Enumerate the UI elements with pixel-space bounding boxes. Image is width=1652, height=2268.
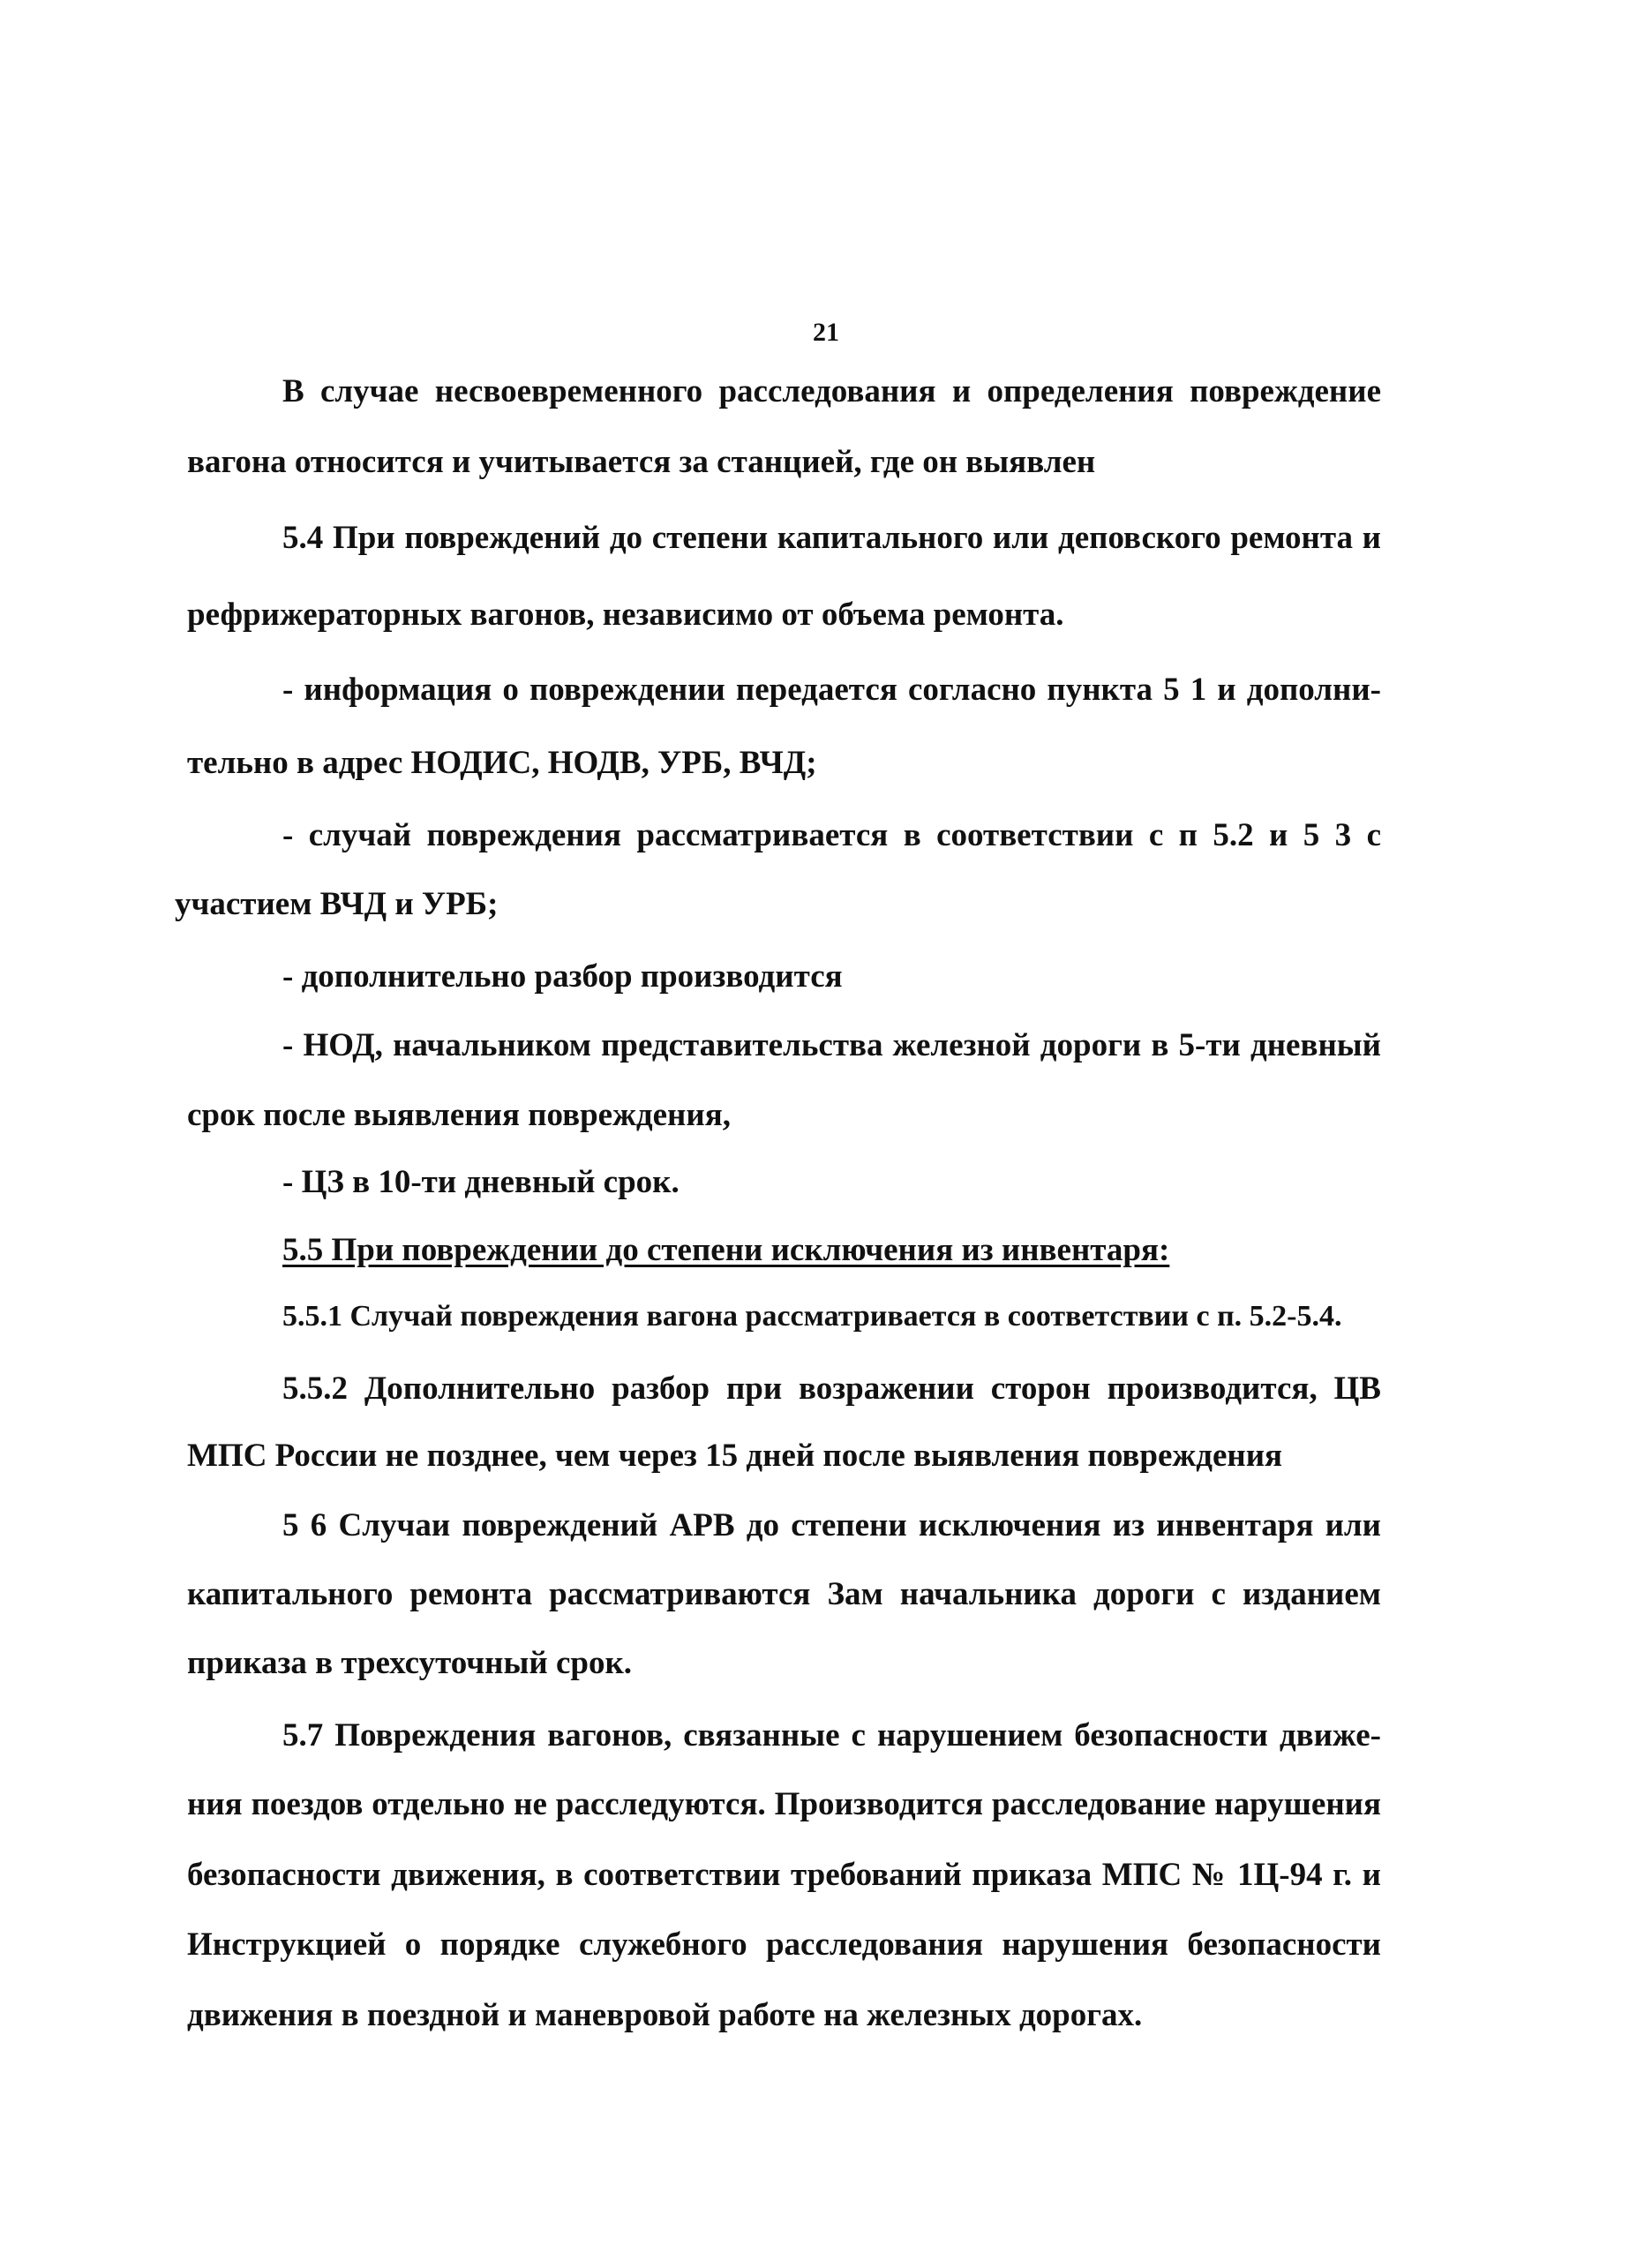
paragraph-line-24: движения в поездной и маневровой работе на железных дорогах. (187, 1997, 1143, 2033)
paragraph-line-14: 5.5.1 Случай повреждения вагона рассматривается в соответствии с п. 5.2-5.4. (282, 1300, 1342, 1333)
paragraph-line-17: 5 6 Случаи повреждений АРВ до степени исключения из инвентаря или (282, 1507, 1381, 1543)
paragraph-line-23: Инструкцией о порядке служебного расследования нарушения безопасности (187, 1926, 1381, 1963)
paragraph-line-10: - НОД, начальником представительства железной дороги в 5-ти дневный (282, 1027, 1381, 1063)
paragraph-line-11: срок после выявления повреждения, (187, 1097, 731, 1133)
paragraph-line-20: 5.7 Повреждения вагонов, связанные с нарушением безопасности движе- (282, 1717, 1381, 1754)
paragraph-line-9: - дополнительно разбор производится (282, 958, 843, 995)
paragraph-line-16: МПС России не позднее, чем через 15 дней после выявления повреждения (187, 1438, 1283, 1474)
paragraph-line-12: - ЦЗ в 10-ти дневный срок. (282, 1164, 680, 1200)
paragraph-line-15: 5.5.2 Дополнительно разбор при возражении сторон производится, ЦВ (282, 1371, 1381, 1407)
section-heading-5-5: 5.5 При повреждении до степени исключения из инвентаря: (282, 1232, 1170, 1268)
paragraph-line-7: - случай повреждения рассматривается в соответствии с п 5.2 и 5 3 с (282, 817, 1381, 853)
paragraph-line-3: 5.4 При повреждений до степени капитального или деповского ремонта и (282, 520, 1381, 556)
page-number: 21 (813, 318, 839, 347)
paragraph-line-21: ния поездов отдельно не расследуются. Производится расследование нарушения (187, 1786, 1381, 1822)
paragraph-line-18: капитального ремонта рассматриваются Зам начальника дороги с изданием (187, 1576, 1381, 1612)
paragraph-line-8: участием ВЧД и УРБ; (175, 886, 499, 922)
paragraph-line-22: безопасности движения, в соответствии требований приказа МПС № 1Ц-94 г. и (187, 1857, 1381, 1893)
paragraph-line-6: тельно в адрес НОДИС, НОДВ, УРБ, ВЧД; (187, 745, 817, 781)
paragraph-line-19: приказа в трехсуточный срок. (187, 1645, 633, 1681)
paragraph-line-4: рефрижераторных вагонов, независимо от объема ремонта. (187, 597, 1064, 633)
paragraph-line-2: вагона относится и учитывается за станцией, где он выявлен (187, 444, 1096, 480)
paragraph-line-5: - информация о повреждении передается согласно пункта 5 1 и дополни- (282, 672, 1381, 708)
paragraph-line-1: В случае несвоевременного расследования и определения повреждение (282, 373, 1381, 409)
